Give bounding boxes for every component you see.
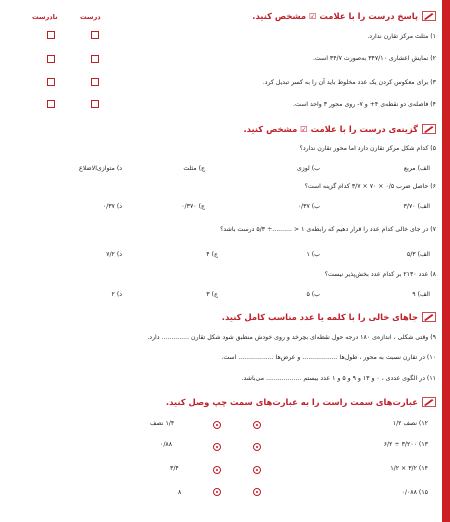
section1-heading: پاسخ درست را با علامت ☑ مشخص کنید.: [252, 11, 418, 21]
col-false-label: نادرست: [32, 13, 58, 21]
mc5-option-b[interactable]: ب) لوزی: [296, 165, 320, 172]
pen-icon: [422, 124, 436, 134]
pen-icon: [422, 11, 436, 21]
true-checkbox-2[interactable]: [91, 55, 99, 63]
col-true-label: درست: [80, 13, 101, 21]
fill-blank-10: ۱۰) در تقارن نسبت به محور ، طول‌ها .................. و عرض‌ها .................. است.: [221, 354, 436, 361]
tf-item-1: ۱) مثلث مرکز تقارن ندارد.: [367, 33, 436, 40]
mc8-option-c[interactable]: ج) ۳: [206, 291, 218, 298]
match-right-14: ۱۴) ۳/۲ × ۱/۲: [390, 465, 428, 472]
mc-question-6: ۶) حاصل ضرب ۰/۵ × ۷۰ × ۳/۷ کدام گزینه است؟: [304, 183, 436, 190]
mc5-option-a[interactable]: الف) مربع: [403, 165, 430, 172]
match-right-12: ۱۲) نصف ۱/۲: [392, 420, 428, 427]
false-checkbox-3[interactable]: [47, 78, 55, 86]
mc7-option-d[interactable]: د) ۷/۲: [106, 251, 122, 258]
mc8-option-b[interactable]: ب) ۵: [306, 291, 320, 298]
match-left-4: ۸: [178, 489, 182, 496]
match-right-15: ۱۵) ۰/۰۸۸: [401, 489, 428, 496]
mc-question-7: ۷) در جای خالی کدام عدد را قرار دهیم که رابطه‌ی ۱ < ..........÷ ۵/۳ درست باشد؟: [220, 226, 436, 233]
match-dot-left-1[interactable]: [213, 421, 221, 429]
match-dot-left-2[interactable]: [213, 443, 221, 451]
pen-icon: [422, 397, 436, 407]
false-checkbox-1[interactable]: [47, 31, 55, 39]
mc8-option-a[interactable]: الف) ۹: [412, 291, 430, 298]
mc-question-5: ۵) کدام شکل مرکز تقارن دارد اما محور تقارن ندارد؟: [299, 145, 436, 152]
tf-item-3: ۳) برای معکوس کردن یک عدد مخلوط باید آن را به کسر تبدیل کرد.: [262, 79, 436, 86]
mc5-option-d[interactable]: د) متوازی‌الاضلاع: [79, 165, 122, 172]
section2-heading: گزینه‌ی درست را با علامت ☑ مشخص کنید.: [243, 124, 418, 134]
true-checkbox-1[interactable]: [91, 31, 99, 39]
fill-blank-11: ۱۱) در الگوی عددی ، ۰ و ۱۳ و ۹ و ۵ و ۱ عدد بیستم .................. می‌باشد.: [241, 375, 436, 382]
mc6-option-c[interactable]: ج) ۰/۳۷۰: [181, 203, 205, 210]
match-dot-right-15[interactable]: [253, 488, 261, 496]
match-dot-right-12[interactable]: [253, 421, 261, 429]
mc-question-8: ۸) عدد ۲۱۳۰ بر کدام عدد بخش‌پذیر نیست؟: [324, 271, 436, 278]
fill-blank-9: ۹) وقتی شکلی ، اندازه‌ی ۱۸۰ درجه حول نقطه‌ای بچرخد و روی خودش منطبق شود شکل تقارن .............. دارد.: [147, 334, 436, 341]
mc7-option-c[interactable]: ج) ۴: [206, 251, 218, 258]
match-right-13: ۱۳) ۳/۲۰۰ ÷ ۶/۲: [383, 441, 428, 448]
section4-heading: عبارت‌های سمت راست را به عبارت‌های سمت چپ وصل کنید.: [165, 397, 418, 407]
match-dot-right-13[interactable]: [253, 443, 261, 451]
tf-item-4: ۴) فاصله‌ی دو نقطه‌ی ۴+ و ۷- روی محور ۳ واحد است.: [293, 101, 436, 108]
mc6-option-a[interactable]: الف) ۳/۷۰: [403, 203, 430, 210]
false-checkbox-4[interactable]: [47, 100, 55, 108]
tf-item-2: ۲) نمایش اعشاری ۳۴۷/۱۰ به‌صورت ۳۴/۷ است.: [312, 55, 436, 62]
match-left-1: ۱/۴ نصف: [150, 420, 175, 427]
page-edge-bar: [442, 0, 450, 522]
mc8-option-d[interactable]: د) ۲: [111, 291, 122, 298]
match-left-2: ۰/۸۸: [160, 441, 173, 448]
false-checkbox-2[interactable]: [47, 55, 55, 63]
pen-icon: [422, 312, 436, 322]
section3-heading: جاهای خالی را با کلمه یا عدد مناسب کامل کنید.: [221, 312, 418, 322]
mc5-option-c[interactable]: ج) مثلث: [183, 165, 205, 172]
mc6-option-b[interactable]: ب) ۰/۳۷: [297, 203, 320, 210]
mc6-option-d[interactable]: د) ۰/۳۷: [102, 203, 122, 210]
mc7-option-b[interactable]: ب) ۱: [306, 251, 320, 258]
match-dot-left-3[interactable]: [213, 466, 221, 474]
match-left-3: ۳/۴: [170, 465, 179, 472]
match-dot-left-4[interactable]: [213, 488, 221, 496]
true-checkbox-4[interactable]: [91, 100, 99, 108]
match-dot-right-14[interactable]: [253, 466, 261, 474]
true-checkbox-3[interactable]: [91, 78, 99, 86]
mc7-option-a[interactable]: الف) ۵/۳: [406, 251, 430, 258]
